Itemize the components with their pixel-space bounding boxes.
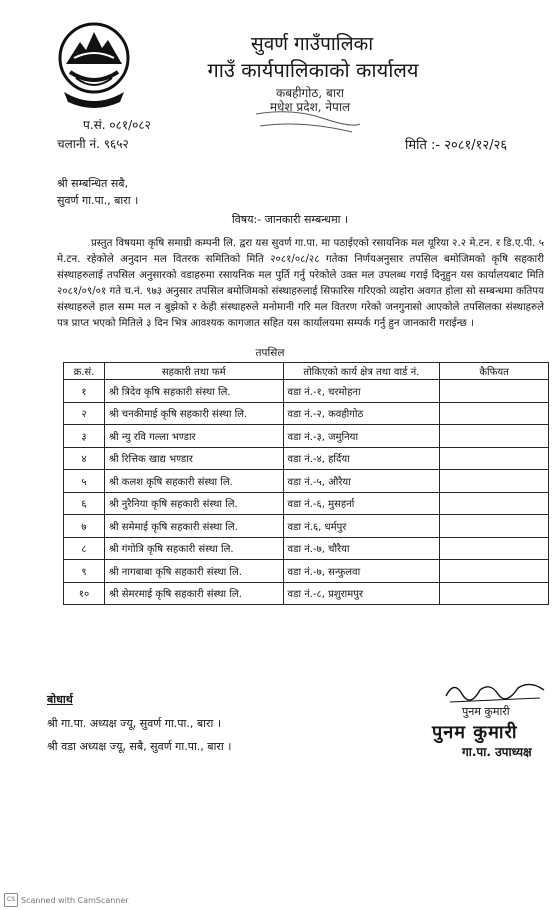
cell-remarks bbox=[440, 425, 549, 448]
table-row bbox=[64, 447, 549, 470]
cell-remarks bbox=[440, 447, 549, 470]
cell-remarks bbox=[440, 402, 549, 425]
designation-stamp: गा.पा. उपाध्यक्ष bbox=[462, 745, 532, 759]
table-row bbox=[64, 425, 549, 448]
cell-firm: श्री नुरैनिया कृषि सहकारी संस्था लि. bbox=[104, 492, 283, 515]
office-name: गाउँ कार्यपालिकाको कार्यालय bbox=[207, 58, 419, 82]
cell-firm: श्री चनकीमाई कृषि सहकारी संस्था लि. bbox=[104, 402, 283, 425]
municipality-name: सुवर्ण गाउँपालिका bbox=[250, 33, 374, 55]
scanner-text: Scanned with CamScanner bbox=[21, 895, 129, 905]
cell-firm: श्री नागबाबा कृषि सहकारी संस्था लि. bbox=[104, 560, 283, 583]
cell-firm: श्री त्रिदेव कृषि सहकारी संस्था लि. bbox=[104, 380, 283, 403]
cell-remarks bbox=[440, 537, 549, 560]
cc-heading: बोधार्थ bbox=[47, 693, 73, 706]
recipient-line-1: श्री सम्बन्धित सबै, bbox=[57, 177, 129, 190]
table-row bbox=[64, 492, 549, 515]
cell-serial: १० bbox=[64, 582, 105, 605]
ink-stamp-mark bbox=[252, 108, 362, 134]
cell-ward: वडा नं.-३, जमुनिया bbox=[283, 425, 440, 448]
cell-remarks bbox=[440, 515, 549, 538]
cell-firm: श्री रित्तिक खाद्य भण्डार bbox=[104, 447, 283, 470]
letter-subject: विषय:- जानकारी सम्बन्धमा । bbox=[231, 213, 349, 226]
table-row bbox=[64, 560, 549, 583]
handwritten-signature bbox=[440, 676, 550, 706]
table-row bbox=[64, 380, 549, 403]
cell-firm: श्री कलश कृषि सहकारी संस्था लि. bbox=[104, 470, 283, 493]
cooperative-table bbox=[63, 362, 549, 605]
cell-serial: १ bbox=[64, 380, 105, 403]
signatory-name: पुनम कुमारी bbox=[462, 705, 510, 718]
table-row bbox=[64, 402, 549, 425]
address-line-1: कबहीगोठ, बारा bbox=[276, 86, 344, 100]
scanner-watermark bbox=[4, 893, 129, 907]
reference-number: प.सं. ०८१/०८२ bbox=[83, 118, 151, 132]
col-header-remarks: कैफियत bbox=[440, 363, 549, 380]
cell-firm: श्री समेमाई कृषि सहकारी संस्था लि. bbox=[104, 515, 283, 538]
table-row bbox=[64, 537, 549, 560]
cell-serial: ६ bbox=[64, 492, 105, 515]
cell-serial: ७ bbox=[64, 515, 105, 538]
table-title: तपसिल bbox=[255, 347, 285, 359]
cell-ward: वडा नं.-८, प्रशुरामपुर bbox=[283, 582, 440, 605]
cc-line-1: श्री गा.पा. अध्यक्ष ज्यू, सुवर्ण गा.पा., बारा । bbox=[47, 717, 222, 730]
col-header-ward: तोकिएको कार्य क्षेत्र तथा वार्ड नं. bbox=[283, 363, 440, 380]
cell-ward: वडा नं.-६, मुसहर्ना bbox=[283, 492, 440, 515]
cell-ward: वडा नं.-१, चरमोहना bbox=[283, 380, 440, 403]
recipient-line-2: सुवर्ण गा.पा., बारा । bbox=[57, 194, 139, 207]
government-emblem-icon bbox=[56, 18, 132, 108]
col-header-firm: सहकारी तथा फर्म bbox=[104, 363, 283, 380]
table-header-row bbox=[64, 363, 549, 380]
cell-ward: वडा नं.-५, औरैया bbox=[283, 470, 440, 493]
cell-ward: वडा नं.-४, हर्दिया bbox=[283, 447, 440, 470]
letter-date: मिति :- २०८१/१२/२६ bbox=[405, 138, 508, 153]
cc-line-2: श्री वडा अध्यक्ष ज्यू, सबै, सुवर्ण गा.पा., बारा । bbox=[47, 740, 232, 753]
cell-serial: ५ bbox=[64, 470, 105, 493]
camscanner-icon: CS bbox=[4, 893, 18, 907]
cell-ward: वडा नं.६, धर्मपुर bbox=[283, 515, 440, 538]
cell-remarks bbox=[440, 380, 549, 403]
address-line-2: मधेश प्रदेश, नेपाल bbox=[269, 100, 351, 114]
table-row bbox=[64, 515, 549, 538]
table-row bbox=[64, 470, 549, 493]
col-header-serial: क्र.सं. bbox=[64, 363, 105, 380]
letter-body: प्रस्तुत विषयमा कृषि समाग्री कम्पनी लि. द्वरा यस सुवर्ण गा.पा. मा पठाईएको रसायनिक मल यूरिया २.२ मे.टन. र डि.ए.पी. ५ मे.टन. रहेकोले अनुदान मल वितरक समितिको मिति २०८१/०८/२८ गतेका निर्णयअनुसार तपसिल बमोजिमको कृषि सहकारी संस्थाहरुलाई तपसिल अनुसारको वडाहरुमा रसायनिक मल पुर्ति गर्नु परेकोले उक्त मल उपलब्ध गराई दिनुहुन यस कार्यालयबाट मिति २०८१/०९/०१ गते च.नं. ९७३ अनुसार तपसिल बमोजिमको संस्थाहरुलाई सिफारिस गरिएको व्यहोरा अवगत होला सो सम्बन्धमा कतिपय संस्थाहरुले हाल सम्म मल न बुझेको र केही संस्थाहरुले मनोमानी गरि मल वितरण गरेको जनगुनासो आएकोले तपसिलका संस्थाहरुले पत्र प्राप्त भएको मितिले ३ दिन भित्र आवश्यक कागजात सहित यस कार्यालयमा सम्पर्क गर्नु हुन जानकारी गराईन्छ । bbox=[57, 238, 544, 329]
cell-firm: श्री न्यु रवि गल्ला भण्डार bbox=[104, 425, 283, 448]
name-stamp: पुनम कुमारी bbox=[432, 722, 518, 743]
cell-remarks bbox=[440, 560, 549, 583]
dispatch-number: चलानी नं. ९६५२ bbox=[57, 137, 129, 151]
cell-remarks bbox=[440, 582, 549, 605]
cell-ward: वडा नं.-२, कवहीगोठ bbox=[283, 402, 440, 425]
cell-serial: ४ bbox=[64, 447, 105, 470]
cell-serial: ८ bbox=[64, 537, 105, 560]
table-row bbox=[64, 582, 549, 605]
cell-serial: ९ bbox=[64, 560, 105, 583]
cell-serial: २ bbox=[64, 402, 105, 425]
cell-ward: वडा नं.-७, चौरैया bbox=[283, 537, 440, 560]
cell-remarks bbox=[440, 470, 549, 493]
cell-ward: वडा नं.-७, सन्फुलवा bbox=[283, 560, 440, 583]
cell-remarks bbox=[440, 492, 549, 515]
cell-firm: श्री गंगोत्रि कृषि सहकारी संस्था लि. bbox=[104, 537, 283, 560]
cell-firm: श्री सेमरमाई कृषि सहकारी संस्था लि. bbox=[104, 582, 283, 605]
cell-serial: ३ bbox=[64, 425, 105, 448]
